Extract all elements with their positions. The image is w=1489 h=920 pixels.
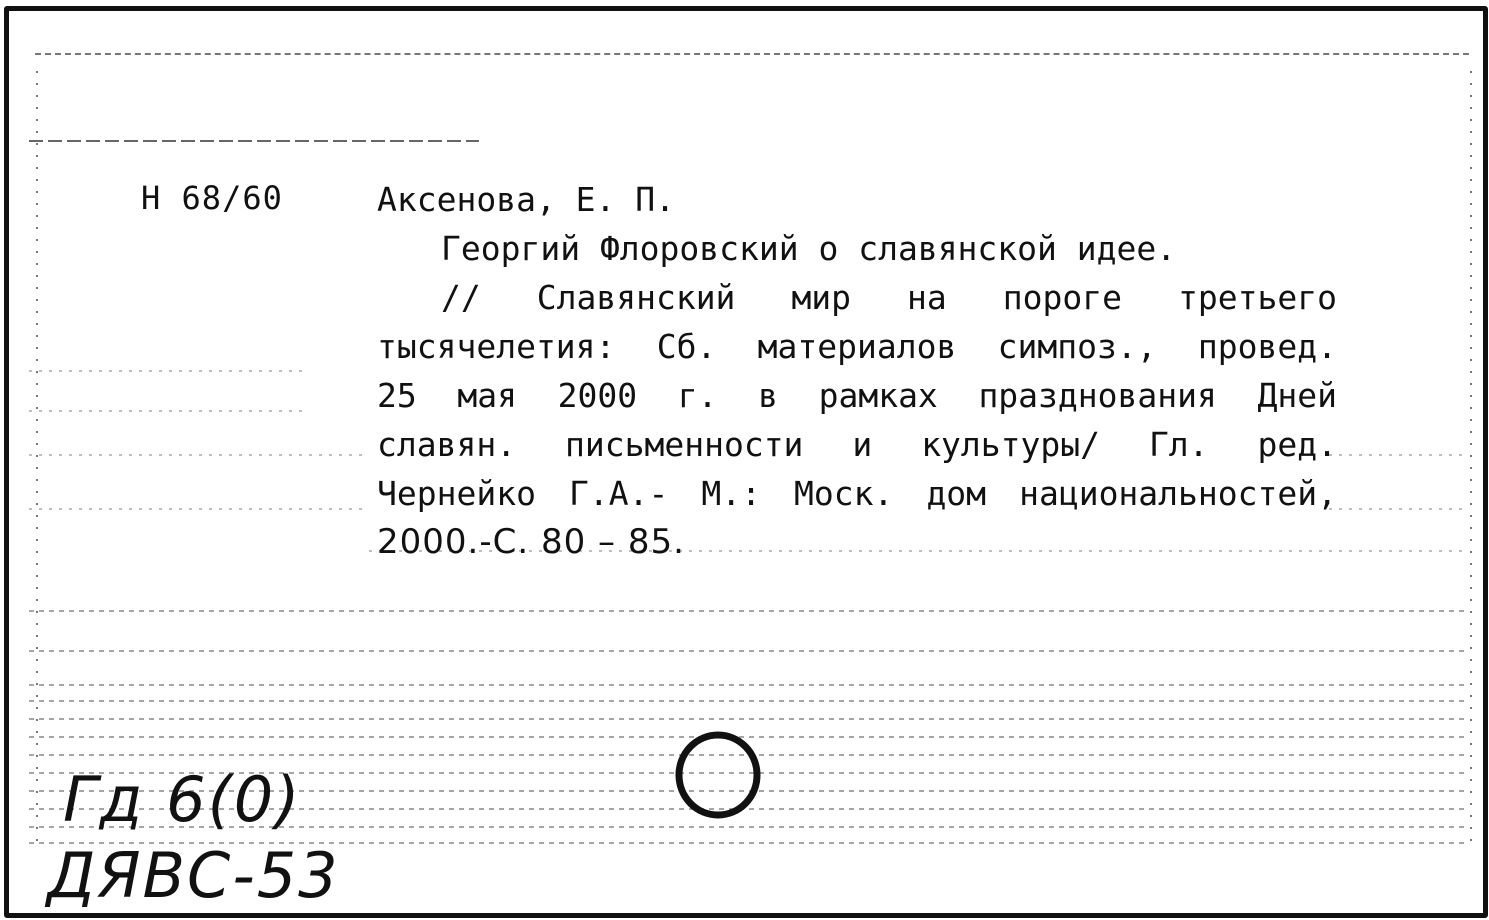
word: Дней (1257, 376, 1337, 415)
source-line-5 (377, 469, 1337, 518)
catalog-card (4, 6, 1488, 918)
word: Г.А.- (569, 474, 669, 513)
word: 25 (377, 376, 417, 415)
word: и (852, 425, 873, 464)
word: материалов (757, 327, 957, 366)
word: г. (677, 376, 718, 415)
word: рамках (818, 376, 938, 415)
word: празднования (978, 376, 1217, 415)
classification-code: Гд 6(0) (63, 763, 302, 836)
word: ред. (1257, 425, 1337, 464)
top-rule (35, 53, 1469, 55)
word: в (758, 376, 778, 415)
word: 2000 (557, 376, 638, 415)
title: Георгий Флоровский о славянской идее. (441, 229, 1177, 268)
source-line-2 (377, 322, 1337, 371)
word: Сб. (656, 327, 717, 366)
bibliographic-entry (377, 175, 1337, 567)
inventory-id: ДЯВС-53 (47, 839, 340, 912)
author: Аксенова, Е. П. (377, 180, 676, 219)
word: М.: (701, 474, 761, 513)
shelfmark: Н 68/60 (141, 179, 283, 217)
word: // (441, 278, 481, 317)
word: Славянский (536, 278, 736, 317)
word: тысячелетия: (377, 327, 616, 366)
word: Чернейко (377, 474, 536, 513)
word: мая (457, 376, 517, 415)
word: письменности (565, 425, 804, 464)
word: национальностей, (1019, 474, 1337, 513)
word: пороге (1002, 278, 1123, 317)
circle-stamp (672, 729, 764, 821)
word: симпоз., (997, 327, 1157, 366)
word: славян. (377, 425, 517, 464)
word: мир (791, 278, 852, 317)
word: третьего (1178, 278, 1337, 317)
word: Моск. (794, 474, 894, 513)
word: дом (926, 474, 987, 513)
source-line-4 (377, 420, 1337, 469)
source-line-3 (377, 371, 1337, 420)
word: Гл. (1148, 425, 1209, 464)
word: провед. (1197, 327, 1337, 366)
pages: 2000.-С. 80 – 85. (377, 522, 685, 562)
source-line-1 (377, 273, 1337, 322)
word: на (907, 278, 947, 317)
word: культуры/ (921, 425, 1100, 464)
